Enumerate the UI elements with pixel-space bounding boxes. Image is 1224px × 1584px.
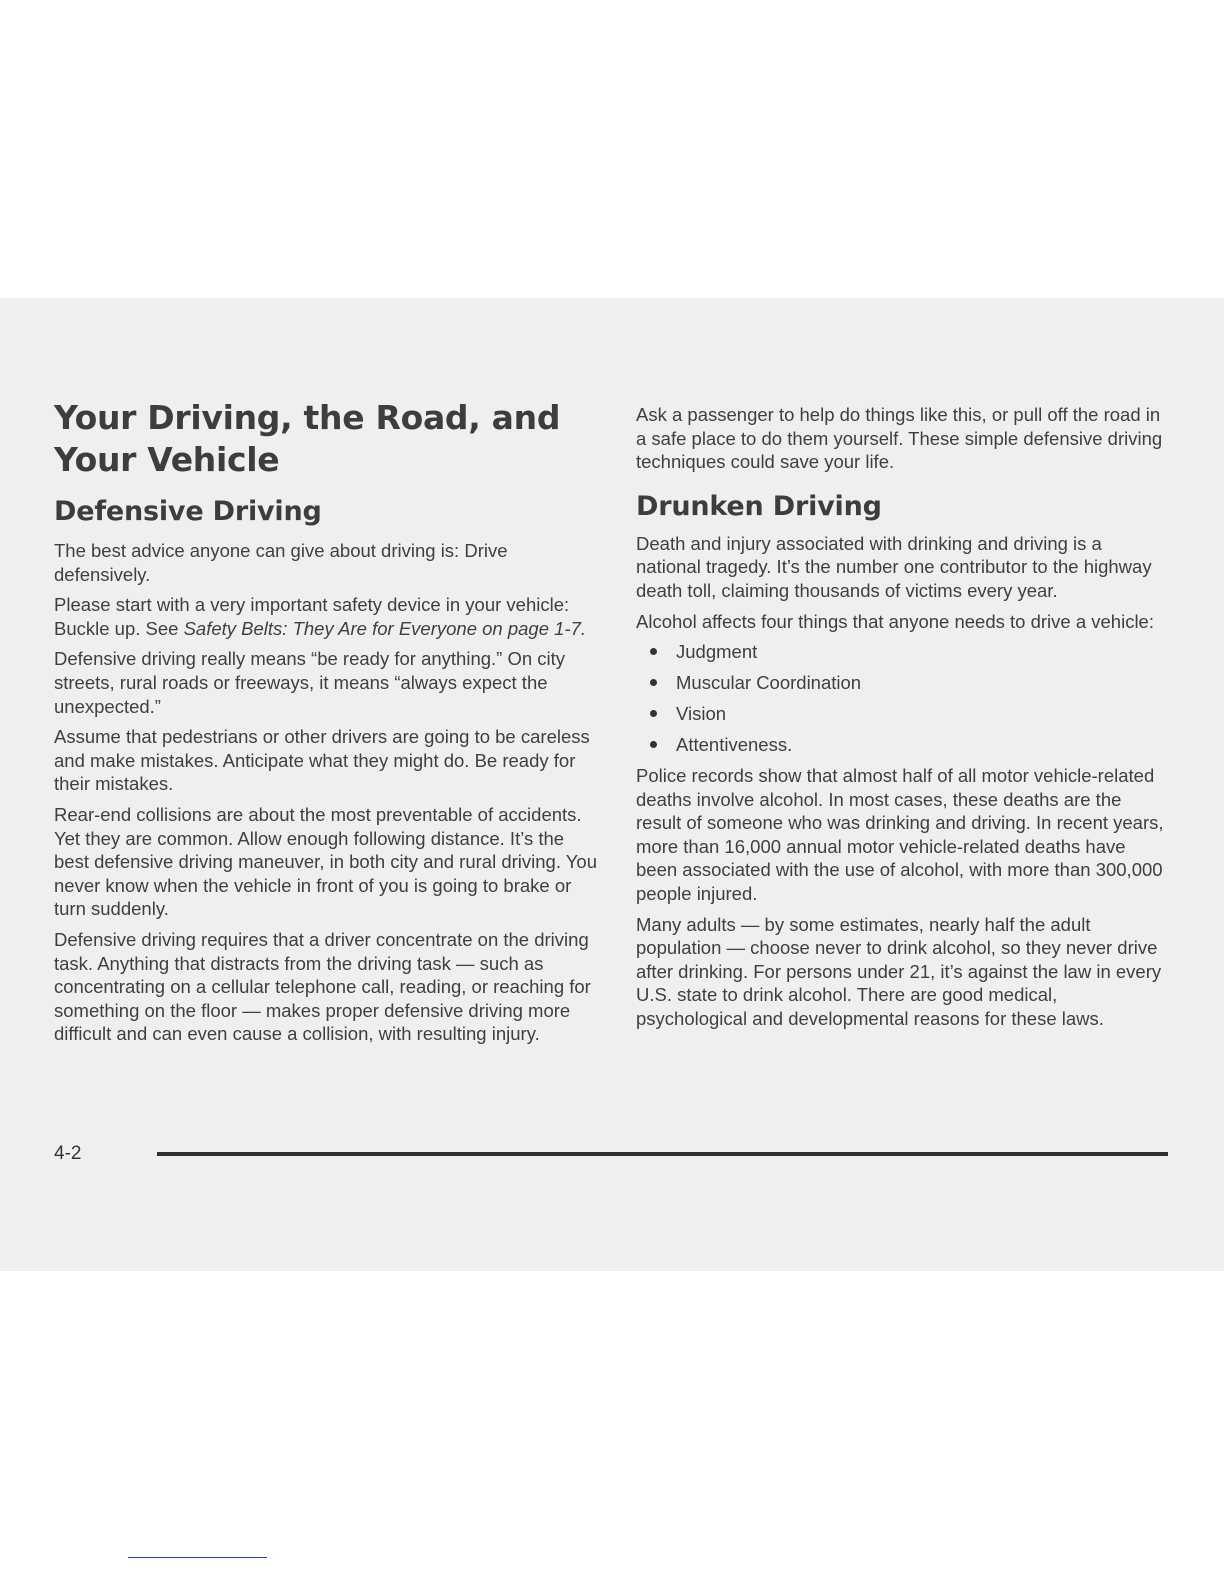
list-item: [650, 671, 1171, 695]
bullet-icon: [650, 741, 657, 748]
cross-reference-link[interactable]: Safety Belts: They Are for Everyone on page 1-7.: [183, 617, 587, 639]
alcohol-effects-list: [636, 640, 1171, 757]
section-heading-drunken-driving: Drunken Driving: [636, 490, 882, 522]
list-item: [650, 640, 1171, 664]
right-column: [636, 403, 1171, 1038]
paragraph-buckle-up: [54, 593, 599, 640]
section-heading-defensive-driving: Defensive Driving: [54, 496, 322, 527]
paragraph: Alcohol affects four things that anyone needs to drive a vehicle:: [636, 610, 1154, 632]
list-item-label: Muscular Coordination: [676, 672, 862, 694]
list-item: [650, 733, 1171, 757]
chapter-title: Your Driving, the Road, and Your Vehicle: [54, 398, 561, 479]
paragraph-text: Please start with a very important safety device in your vehicle: Buckle up. See: [54, 594, 570, 639]
page-footer: [54, 1142, 1168, 1172]
bullet-icon: [650, 679, 657, 686]
paragraph: Ask a passenger to help do things like this, or pull off the road in a safe place to do them yourself. These simple defensive driving techniques could save your life.: [636, 404, 1163, 473]
paragraph: Assume that pedestrians or other drivers are going to be careless and make mistakes. Anticipate what they might do. Be ready for their mistakes.: [54, 726, 590, 795]
paragraph: Defensive driving requires that a driver concentrate on the driving task. Anything that distracts from the driving task — such as concentrating on a cellular telephone call, reading, or reaching for something on the floor — makes proper defensive driving more difficult and can even cause a collision, with resulting injury.: [54, 928, 591, 1045]
paragraph: The best advice anyone can give about driving is: Drive defensively.: [54, 540, 508, 585]
bullet-icon: [650, 710, 657, 717]
paragraph: Defensive driving really means “be ready for anything.” On city streets, rural roads or freeways, it means “always expect the unexpected.”: [54, 648, 566, 717]
link-underline: [128, 1557, 267, 1558]
paragraph: Rear-end collisions are about the most preventable of accidents. Yet they are common. Allow enough following distance. It’s the best defensive driving maneuver, in both city and rural driving. You never know when the vehicle in front of you is going to brake or turn suddenly.: [54, 803, 597, 920]
paragraph: Police records show that almost half of all motor vehicle-related deaths involve alcohol. In most cases, these deaths are the result of someone who was drinking and driving. In recent years, more than 16,000 annual motor vehicle-related deaths have been associated with the use of alcohol, with more than 300,000 people injured.: [636, 765, 1164, 905]
footer-divider: [157, 1152, 1168, 1156]
list-item-label: Vision: [676, 703, 727, 725]
page-number: 4-2: [54, 1143, 82, 1164]
list-item-label: Judgment: [676, 641, 758, 663]
list-item: [650, 702, 1171, 726]
paragraph: Many adults — by some estimates, nearly half the adult population — choose never to drink alcohol, so they never drive after drinking. For persons under 21, it’s against the law in every U.S. state to drink alcohol. There are good medical, psychological and developmental reasons for these laws.: [636, 913, 1162, 1030]
list-item-label: Attentiveness.: [676, 734, 793, 756]
left-column: [54, 397, 599, 1053]
paragraph: Death and injury associated with drinking and driving is a national tragedy. It’s the number one contributor to the highway death toll, claiming thousands of victims every year.: [636, 532, 1152, 601]
bullet-icon: [650, 648, 657, 655]
